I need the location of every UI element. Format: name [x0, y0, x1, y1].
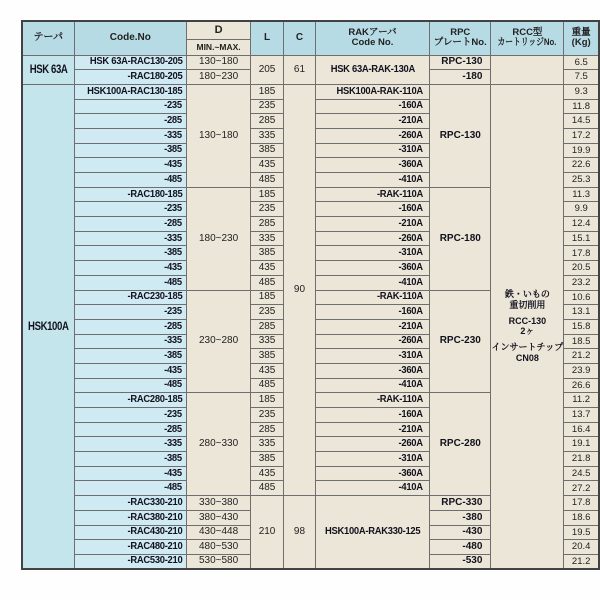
header-rpc-line2: プレートNo. — [433, 37, 487, 49]
code-no-cell — [74, 84, 187, 99]
weight-value-cell: 20.5 — [564, 261, 599, 276]
l-value-cell: 385 — [251, 143, 284, 158]
weight-value-cell: 21.2 — [564, 554, 599, 569]
header-l: L — [251, 21, 284, 55]
code-no-cell-text: -285 — [164, 320, 183, 332]
spec-table — [21, 20, 600, 570]
header-weight-line2: (Kg) — [571, 37, 591, 49]
l-value-cell: 185 — [251, 393, 284, 408]
weight-value-cell: 27.2 — [564, 481, 599, 496]
rak-arbor-code-cell-text: HSK100A-RAK330-125 — [324, 526, 421, 538]
rak-arbor-code-cell-text: -210A — [398, 423, 424, 435]
taper-group-cell-text: HSK100A — [28, 318, 69, 333]
c-value-cell: 98 — [284, 496, 316, 569]
code-no-cell-text: -RAC180-205 — [127, 71, 183, 83]
code-no-cell — [74, 422, 187, 437]
rpc-plate-no-cell: RPC-130 — [430, 84, 491, 187]
code-no-cell — [74, 481, 187, 496]
l-value-cell: 235 — [251, 99, 284, 114]
rak-arbor-code-cell — [315, 55, 429, 84]
code-no-cell — [74, 554, 187, 569]
rak-arbor-code-cell-text: -160A — [398, 203, 424, 215]
code-no-cell-text: -385 — [164, 350, 183, 362]
code-no-cell — [74, 261, 187, 276]
code-no-cell-text: -RAC380-210 — [127, 511, 183, 523]
code-no-cell-text: -235 — [164, 100, 183, 112]
l-value-cell: 385 — [251, 246, 284, 261]
rcc-cartridge-note-cell — [491, 84, 564, 569]
taper-group-cell-text: HSK 63A — [29, 62, 68, 77]
l-value-cell: 385 — [251, 349, 284, 364]
weight-value-cell: 11.8 — [564, 99, 599, 114]
l-value-cell: 435 — [251, 261, 284, 276]
code-no-cell — [74, 128, 187, 143]
l-value-cell: 335 — [251, 128, 284, 143]
rcc-note-line: 2ヶ — [520, 326, 535, 337]
rcc-note-group — [491, 342, 563, 364]
code-no-cell — [74, 246, 187, 261]
spec-table-wrap — [21, 20, 600, 570]
code-no-cell-text: -235 — [164, 203, 183, 215]
weight-value-cell: 15.1 — [564, 231, 599, 246]
l-value-cell: 210 — [251, 496, 284, 569]
l-value-cell: 235 — [251, 408, 284, 423]
rak-arbor-code-cell — [315, 452, 429, 467]
code-no-cell — [74, 55, 187, 70]
l-value-cell: 185 — [251, 290, 284, 305]
code-no-cell — [74, 452, 187, 467]
taper-group-cell — [22, 55, 74, 84]
code-no-cell-text: -335 — [164, 438, 183, 450]
code-no-cell — [74, 437, 187, 452]
rak-arbor-code-cell-text: -360A — [398, 364, 424, 376]
code-no-cell-text: -RAC430-210 — [127, 526, 183, 538]
code-no-cell-text: -435 — [164, 159, 183, 171]
code-no-cell-text: -RAC280-185 — [127, 394, 183, 406]
rpc-plate-no-cell: RPC-130 — [430, 55, 491, 70]
code-no-cell-text: -385 — [164, 452, 183, 464]
rak-arbor-code-cell — [315, 173, 429, 188]
weight-value-cell: 23.2 — [564, 275, 599, 290]
rak-arbor-code-cell-text: -360A — [398, 467, 424, 479]
weight-value-cell: 17.2 — [564, 128, 599, 143]
rpc-plate-no-cell: RPC-230 — [430, 290, 491, 393]
rak-arbor-code-cell-text: -310A — [398, 144, 424, 156]
code-no-cell — [74, 173, 187, 188]
code-no-cell — [74, 275, 187, 290]
code-no-cell — [74, 70, 187, 85]
l-value-cell: 285 — [251, 422, 284, 437]
table-header — [22, 21, 599, 55]
rak-arbor-code-cell-text: -RAK-110A — [377, 188, 424, 200]
l-value-cell: 485 — [251, 481, 284, 496]
rak-arbor-code-cell-text: -RAK-110A — [377, 394, 424, 406]
header-code-no: Code.No — [74, 21, 187, 55]
code-no-cell-text: HSK 63A-RAC130-205 — [89, 56, 183, 68]
weight-value-cell: 6.5 — [564, 55, 599, 70]
l-value-cell: 185 — [251, 187, 284, 202]
code-no-cell-text: -435 — [164, 261, 183, 273]
rak-arbor-code-cell — [315, 319, 429, 334]
weight-value-cell: 19.5 — [564, 525, 599, 540]
code-no-cell — [74, 143, 187, 158]
taper-group-cell — [22, 84, 74, 569]
weight-value-cell: 21.2 — [564, 349, 599, 364]
weight-value-cell: 7.5 — [564, 70, 599, 85]
rak-arbor-code-cell-text: -160A — [398, 306, 424, 318]
l-value-cell: 235 — [251, 305, 284, 320]
weight-value-cell: 9.3 — [564, 84, 599, 99]
rak-arbor-code-cell-text: -160A — [398, 100, 424, 112]
rak-arbor-code-cell — [315, 202, 429, 217]
weight-value-cell: 11.3 — [564, 187, 599, 202]
d-min-max-cell: 330~380 — [187, 496, 251, 511]
code-no-cell-text: -285 — [164, 217, 183, 229]
weight-value-cell: 16.4 — [564, 422, 599, 437]
rak-arbor-code-cell — [315, 158, 429, 173]
d-min-max-cell: 430~448 — [187, 525, 251, 540]
d-min-max-cell: 180~230 — [187, 187, 251, 290]
l-value-cell: 285 — [251, 114, 284, 129]
rcc-note-line: CN08 — [515, 353, 539, 364]
l-value-cell: 335 — [251, 334, 284, 349]
code-no-cell-text: -335 — [164, 232, 183, 244]
rpc-plate-no-cell: -480 — [430, 540, 491, 555]
code-no-cell — [74, 202, 187, 217]
weight-value-cell: 11.2 — [564, 393, 599, 408]
rak-arbor-code-cell — [315, 481, 429, 496]
header-rpc-plate — [430, 21, 491, 55]
code-no-cell-text: -RAC480-210 — [127, 541, 183, 553]
code-no-cell — [74, 231, 187, 246]
rak-arbor-code-cell — [315, 408, 429, 423]
code-no-cell-text: -285 — [164, 423, 183, 435]
code-no-cell — [74, 525, 187, 540]
rak-arbor-code-cell — [315, 275, 429, 290]
rak-arbor-code-cell — [315, 246, 429, 261]
rak-arbor-code-cell — [315, 496, 429, 569]
header-weight-line1: 重量 — [571, 26, 591, 38]
l-value-cell: 435 — [251, 363, 284, 378]
header-rak-line2: Code No. — [351, 37, 394, 49]
rcc-note-line: 鉄・いもの — [504, 289, 550, 300]
weight-value-cell: 12.4 — [564, 217, 599, 232]
rak-arbor-code-cell — [315, 363, 429, 378]
l-value-cell: 285 — [251, 319, 284, 334]
rak-arbor-code-cell-text: -RAK-110A — [377, 291, 424, 303]
rcc-note-line: RCC-130 — [508, 315, 547, 326]
code-no-cell — [74, 158, 187, 173]
code-no-cell-text: -RAC180-185 — [127, 188, 183, 200]
d-min-max-cell: 280~330 — [187, 393, 251, 496]
weight-value-cell: 22.6 — [564, 158, 599, 173]
code-no-cell — [74, 99, 187, 114]
weight-value-cell: 15.8 — [564, 319, 599, 334]
c-value-cell: 61 — [284, 55, 316, 84]
weight-value-cell: 19.1 — [564, 437, 599, 452]
rcc-note-group — [491, 316, 563, 338]
d-min-max-cell: 230~280 — [187, 290, 251, 393]
code-no-cell — [74, 363, 187, 378]
code-no-cell — [74, 466, 187, 481]
rak-arbor-code-cell-text: -260A — [398, 335, 424, 347]
weight-value-cell: 26.6 — [564, 378, 599, 393]
rak-arbor-code-cell — [315, 378, 429, 393]
l-value-cell: 435 — [251, 466, 284, 481]
rak-arbor-code-cell-text: -210A — [398, 217, 424, 229]
d-min-max-cell: 380~430 — [187, 510, 251, 525]
code-no-cell-text: -435 — [164, 467, 183, 479]
code-no-cell-text: -RAC530-210 — [127, 555, 183, 567]
rak-arbor-code-cell-text: -160A — [398, 408, 424, 420]
rak-arbor-code-cell-text: -360A — [398, 159, 424, 171]
weight-value-cell: 10.6 — [564, 290, 599, 305]
code-no-cell-text: -385 — [164, 247, 183, 259]
rpc-plate-no-cell: -430 — [430, 525, 491, 540]
weight-value-cell: 21.8 — [564, 452, 599, 467]
rak-arbor-code-cell-text: -260A — [398, 129, 424, 141]
table-row — [22, 84, 599, 99]
rpc-plate-no-cell: RPC-280 — [430, 393, 491, 496]
rak-arbor-code-cell — [315, 393, 429, 408]
code-no-cell-text: -485 — [164, 173, 183, 185]
code-no-cell — [74, 217, 187, 232]
code-no-cell — [74, 378, 187, 393]
weight-value-cell: 24.5 — [564, 466, 599, 481]
rak-arbor-code-cell — [315, 261, 429, 276]
header-d: D — [187, 21, 251, 39]
l-value-cell: 485 — [251, 378, 284, 393]
rak-arbor-code-cell-text: HSK100A-RAK-110A — [336, 85, 424, 97]
code-no-cell — [74, 349, 187, 364]
code-no-cell-text: -285 — [164, 115, 183, 127]
header-rcc-cartridge — [491, 21, 564, 55]
rak-arbor-code-cell-text: -260A — [398, 232, 424, 244]
rpc-plate-no-cell: RPC-330 — [430, 496, 491, 511]
code-no-cell — [74, 496, 187, 511]
rak-arbor-code-cell-text: -210A — [398, 115, 424, 127]
d-min-max-cell: 480~530 — [187, 540, 251, 555]
rak-arbor-code-cell — [315, 349, 429, 364]
header-c: C — [284, 21, 316, 55]
rak-arbor-code-cell — [315, 187, 429, 202]
weight-value-cell: 14.5 — [564, 114, 599, 129]
code-no-cell-text: -RAC230-185 — [127, 291, 183, 303]
code-no-cell-text: -335 — [164, 129, 183, 141]
code-no-cell-text: -485 — [164, 482, 183, 494]
rak-arbor-code-cell — [315, 128, 429, 143]
rak-arbor-code-cell — [315, 99, 429, 114]
rak-arbor-code-cell — [315, 114, 429, 129]
l-value-cell: 435 — [251, 158, 284, 173]
rak-arbor-code-cell-text: -410A — [398, 482, 424, 494]
rcc-note-group — [491, 289, 563, 311]
code-no-cell — [74, 319, 187, 334]
header-rcc-line2: カートリッジNo. — [497, 37, 557, 49]
code-no-cell-text: -335 — [164, 335, 183, 347]
rak-arbor-code-cell-text: -310A — [398, 247, 424, 259]
d-min-max-cell: 180~230 — [187, 70, 251, 85]
rak-arbor-code-cell — [315, 143, 429, 158]
code-no-cell — [74, 114, 187, 129]
rcc-note-line: インサートチップ — [491, 342, 564, 353]
d-min-max-cell: 130~180 — [187, 55, 251, 70]
weight-value-cell: 9.9 — [564, 202, 599, 217]
rpc-plate-no-cell: -530 — [430, 554, 491, 569]
header-taper: テーパ — [22, 21, 74, 55]
weight-value-cell: 13.7 — [564, 408, 599, 423]
header-rpc-line1: RPC — [450, 26, 471, 38]
code-no-cell-text: -485 — [164, 276, 183, 288]
weight-value-cell: 25.3 — [564, 173, 599, 188]
l-value-cell: 205 — [251, 55, 284, 84]
code-no-cell — [74, 290, 187, 305]
rak-arbor-code-cell — [315, 334, 429, 349]
rak-arbor-code-cell — [315, 422, 429, 437]
l-value-cell: 235 — [251, 202, 284, 217]
rak-arbor-code-cell-text: -310A — [398, 452, 424, 464]
l-value-cell: 335 — [251, 231, 284, 246]
code-no-cell-text: -485 — [164, 379, 183, 391]
code-no-cell-text: -235 — [164, 408, 183, 420]
code-no-cell — [74, 187, 187, 202]
rak-arbor-code-cell — [315, 466, 429, 481]
header-d-min-max: MIN.~MAX. — [187, 39, 251, 55]
rpc-plate-no-cell: -180 — [430, 70, 491, 85]
header-weight — [564, 21, 599, 55]
rak-arbor-code-cell — [315, 437, 429, 452]
rpc-plate-no-cell: RPC-180 — [430, 187, 491, 290]
l-value-cell: 385 — [251, 452, 284, 467]
code-no-cell-text: -435 — [164, 364, 183, 376]
weight-value-cell: 13.1 — [564, 305, 599, 320]
rak-arbor-code-cell-text: -360A — [398, 261, 424, 273]
rak-arbor-code-cell — [315, 290, 429, 305]
code-no-cell — [74, 305, 187, 320]
rak-arbor-code-cell-text: -310A — [398, 350, 424, 362]
rak-arbor-code-cell-text: -410A — [398, 173, 424, 185]
code-no-cell — [74, 540, 187, 555]
code-no-cell — [74, 334, 187, 349]
weight-value-cell: 23.9 — [564, 363, 599, 378]
c-value-cell: 90 — [284, 84, 316, 495]
rcc-note-line: 重切削用 — [509, 299, 546, 310]
header-rcc-line1: RCC型 — [512, 26, 543, 38]
weight-value-cell: 17.8 — [564, 496, 599, 511]
code-no-cell — [74, 510, 187, 525]
rak-arbor-code-cell-text: -210A — [398, 320, 424, 332]
code-no-cell — [74, 393, 187, 408]
code-no-cell-text: HSK100A-RAC130-185 — [86, 85, 183, 97]
table-body — [22, 55, 599, 569]
rak-arbor-code-cell-text: -260A — [398, 438, 424, 450]
header-rak-line1: RAKアーバ — [348, 26, 397, 38]
code-no-cell — [74, 408, 187, 423]
rak-arbor-code-cell-text: -410A — [398, 276, 424, 288]
rpc-plate-no-cell: -380 — [430, 510, 491, 525]
rak-arbor-code-cell-text: HSK 63A-RAK-130A — [330, 63, 415, 75]
l-value-cell: 485 — [251, 275, 284, 290]
l-value-cell: 185 — [251, 84, 284, 99]
rak-arbor-code-cell — [315, 84, 429, 99]
weight-value-cell: 17.8 — [564, 246, 599, 261]
header-rak-arbor — [315, 21, 429, 55]
code-no-cell-text: -235 — [164, 306, 183, 318]
d-min-max-cell: 530~580 — [187, 554, 251, 569]
rak-arbor-code-cell — [315, 217, 429, 232]
weight-value-cell: 18.6 — [564, 510, 599, 525]
weight-value-cell: 19.9 — [564, 143, 599, 158]
l-value-cell: 285 — [251, 217, 284, 232]
weight-value-cell: 20.4 — [564, 540, 599, 555]
rak-arbor-code-cell-text: -410A — [398, 379, 424, 391]
code-no-cell-text: -385 — [164, 144, 183, 156]
d-min-max-cell: 130~180 — [187, 84, 251, 187]
rak-arbor-code-cell — [315, 231, 429, 246]
table-row — [22, 55, 599, 70]
l-value-cell: 485 — [251, 173, 284, 188]
weight-value-cell: 18.5 — [564, 334, 599, 349]
rcc-cartridge-cell — [491, 55, 564, 84]
rak-arbor-code-cell — [315, 305, 429, 320]
code-no-cell-text: -RAC330-210 — [127, 496, 183, 508]
l-value-cell: 335 — [251, 437, 284, 452]
